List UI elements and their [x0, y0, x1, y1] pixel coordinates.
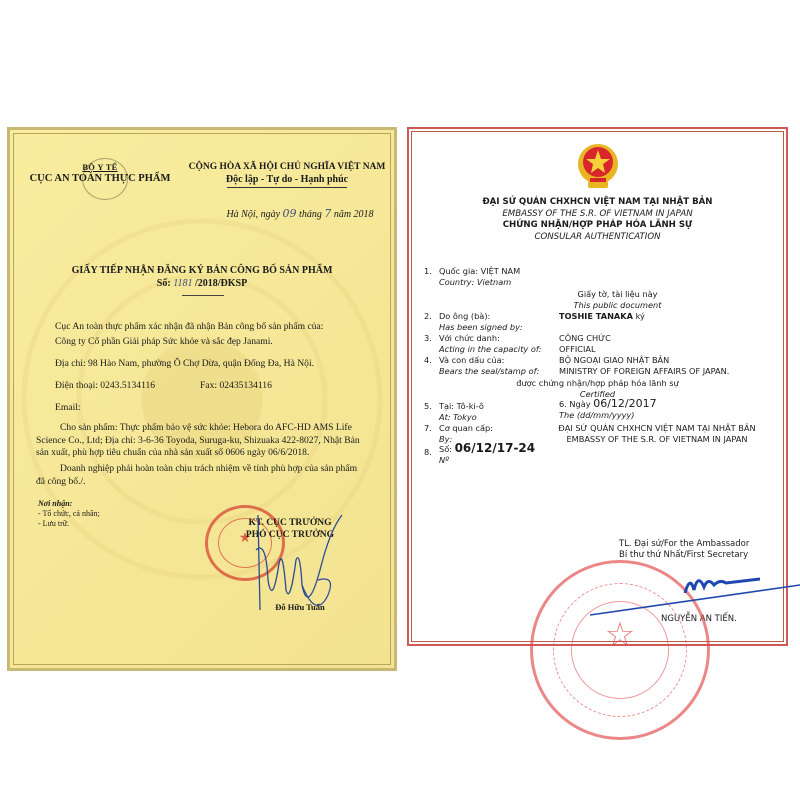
seal-value: [559, 355, 729, 376]
date-month-label: tháng: [299, 209, 322, 220]
company-name: Công ty Cổ phần Giải pháp Sức khỏe và sắc đẹp Janami.: [55, 336, 273, 347]
recipients-heading: Nơi nhận:: [38, 499, 73, 508]
star-icon: ☆: [604, 615, 636, 655]
date-month: 7: [324, 207, 332, 220]
item-number: 2.: [424, 311, 432, 321]
label-en: Has been signed by:: [439, 321, 523, 332]
date-day: 09: [282, 207, 297, 220]
label-en: The (dd/mm/yyyy): [559, 409, 635, 420]
serial-value: 06/12/17-24: [454, 441, 536, 455]
item-number: 3.: [424, 333, 432, 343]
issuing-agency: [10, 162, 190, 184]
item-seal: [439, 355, 539, 376]
document-en: This public document: [573, 299, 662, 310]
recipient-item: - Lưu trữ.: [38, 519, 70, 528]
item-signed-by: [439, 311, 523, 332]
certificate-title: GIẤY TIẾP NHẬN ĐĂNG KÝ BẢN CÔNG BỐ SẢN PHẨM: [71, 265, 333, 276]
signer-name: Đỗ Hữu Tuấn: [275, 602, 325, 612]
label-vi: Tại: Tô-ki-ô: [439, 401, 484, 411]
signed-by-value: [559, 311, 645, 322]
national-heading: [182, 162, 392, 188]
value-en: MINISTRY OF FOREIGN AFFAIRS OF JAPAN.: [559, 365, 730, 376]
title-divider: [182, 295, 224, 296]
label-vi: Do ông (bà):: [439, 311, 491, 321]
label-en: Country: Vietnam: [439, 276, 512, 287]
star-icon: ★: [238, 530, 252, 546]
value-en: OFFICIAL: [559, 343, 596, 354]
certificate-number: [10, 278, 394, 289]
motto-underline: [227, 187, 347, 188]
product-paragraph: Cho sản phẩm: Thực phẩm bảo vệ sức khỏe: Hebora do AFC-HD AMS Life Science Co., Ltd; Địa chỉ: 3-6-36 Toyoda, Suruga-ku, Shizuaka 422-8027, Nhật Bản sản xuất, phù hợp tiêu chuẩn của nhà sản xuất số 0606 ngày 06/6/2018.: [36, 422, 360, 458]
value-vi: CÔNG CHỨC: [559, 333, 611, 343]
item-place: [439, 401, 484, 422]
company-fax: Fax: 02435134116: [200, 380, 272, 391]
company-email: Email:: [55, 402, 81, 413]
label-en: Acting in the capacity of:: [439, 343, 542, 354]
label-vi: Cơ quan cấp:: [439, 423, 493, 433]
capacity-value: [559, 333, 611, 354]
certified-note: [409, 378, 786, 399]
certified-en: Certified: [579, 388, 616, 399]
embassy-name-en: EMBASSY OF THE S.R. OF VIETNAM IN JAPAN: [502, 208, 693, 219]
number-handwritten: 1181: [173, 278, 193, 289]
national-motto: Độc lập - Tự do - Hạnh phúc: [225, 174, 349, 185]
number-label: Số:: [156, 278, 171, 289]
item-serial: [439, 443, 535, 465]
recipient-item: - Tổ chức, cá nhân;: [38, 509, 100, 518]
sign-title-line2: PHÓ CỤC TRƯỞNG: [245, 530, 335, 540]
company-address: Địa chỉ: 98 Hào Nam, phường Ô Chợ Dừa, quận Đống Đa, Hà Nội.: [55, 358, 315, 369]
date-prefix: Hà Nội, ngày: [226, 209, 281, 220]
sign-title-line1: KT. CỤC TRƯỞNG: [248, 518, 332, 528]
responsibility-paragraph: Doanh nghiệp phải hoàn toàn chịu trách nhiệm về tính phù hợp của sản phẩm đã công bố./.: [36, 463, 358, 487]
item-number: 7.: [424, 423, 432, 433]
authentication-title-vi: CHỨNG NHẬN/HỢP PHÁP HÓA LÃNH SỰ: [502, 220, 693, 230]
company-phone: Điện thoại: 0243.5134116: [55, 380, 156, 391]
item-date: [559, 399, 657, 420]
label-en: Nº: [439, 454, 449, 465]
label-en: Bears the seal/stamp of:: [439, 365, 540, 376]
authentication-title-en: CONSULAR AUTHENTICATION: [534, 231, 661, 242]
agency-name: CỤC AN TOÀN THỰC PHẨM: [29, 173, 171, 184]
label-vi: Ngày: [569, 399, 591, 409]
value-vi: ĐẠI SỨ QUÁN CHXHCN VIỆT NAM TẠI NHẬT BẢN: [558, 423, 756, 433]
document-vi: Giấy tờ, tài liệu này: [577, 289, 658, 299]
label-en: By:: [439, 433, 453, 444]
number-suffix: /2018/ĐKSP: [194, 278, 248, 289]
sign-title-line1: TL. Đại sứ/For the Ambassador: [619, 539, 750, 549]
issue-date: [200, 207, 400, 220]
item-number: 1.: [424, 266, 432, 276]
value-en: EMBASSY OF THE S.R. OF VIETNAM IN JAPAN: [566, 433, 748, 444]
embassy-name-vi: ĐẠI SỨ QUÁN CHXHCN VIỆT NAM TẠI NHẬT BẢN: [482, 197, 713, 207]
item-number: 8.: [424, 447, 432, 457]
date-value: 06/12/2017: [593, 397, 657, 410]
signer-suffix: ký: [635, 311, 645, 321]
label-en: At: Tokyo: [439, 411, 477, 422]
ministry-name: BỘ Y TẾ: [82, 162, 118, 172]
signature-title: [619, 539, 749, 561]
certified-vi: được chứng nhận/hợp pháp hóa lãnh sự: [516, 378, 679, 388]
item-capacity: [439, 333, 542, 354]
item-number: 5.: [424, 401, 432, 411]
issued-by-value: [542, 423, 772, 444]
label-vi: Và con dấu của:: [439, 355, 505, 365]
vietnam-emblem-icon: [577, 143, 619, 191]
intro-text: Cục An toàn thực phẩm xác nhận đã nhận Bản công bố sản phẩm của:: [55, 321, 324, 332]
label-vi: Quốc gia: VIỆT NAM: [439, 266, 521, 276]
document-note: [429, 289, 800, 310]
nation-name: CỘNG HÒA XÃ HỘI CHỦ NGHĨA VIỆT NAM: [188, 162, 386, 172]
value-vi: BỘ NGOẠI GIAO NHẬT BẢN: [559, 355, 670, 365]
item-number: 6.: [559, 399, 567, 409]
recipients-block: [38, 499, 100, 529]
item-country: [439, 266, 520, 287]
date-year: năm 2018: [333, 209, 374, 220]
food-safety-certificate: [7, 127, 397, 671]
signer-name: NGUYỄN AN TIẾN.: [661, 614, 737, 624]
label-vi: Số:: [439, 444, 452, 454]
sign-title-line2: Bí thư thứ Nhất/First Secretary: [619, 550, 749, 560]
item-number: 4.: [424, 355, 432, 365]
handwritten-signature-icon: [590, 565, 800, 620]
signer-name: TOSHIE TANAKA: [559, 311, 633, 321]
authentication-header: [409, 197, 786, 243]
label-vi: Với chức danh:: [439, 333, 500, 343]
